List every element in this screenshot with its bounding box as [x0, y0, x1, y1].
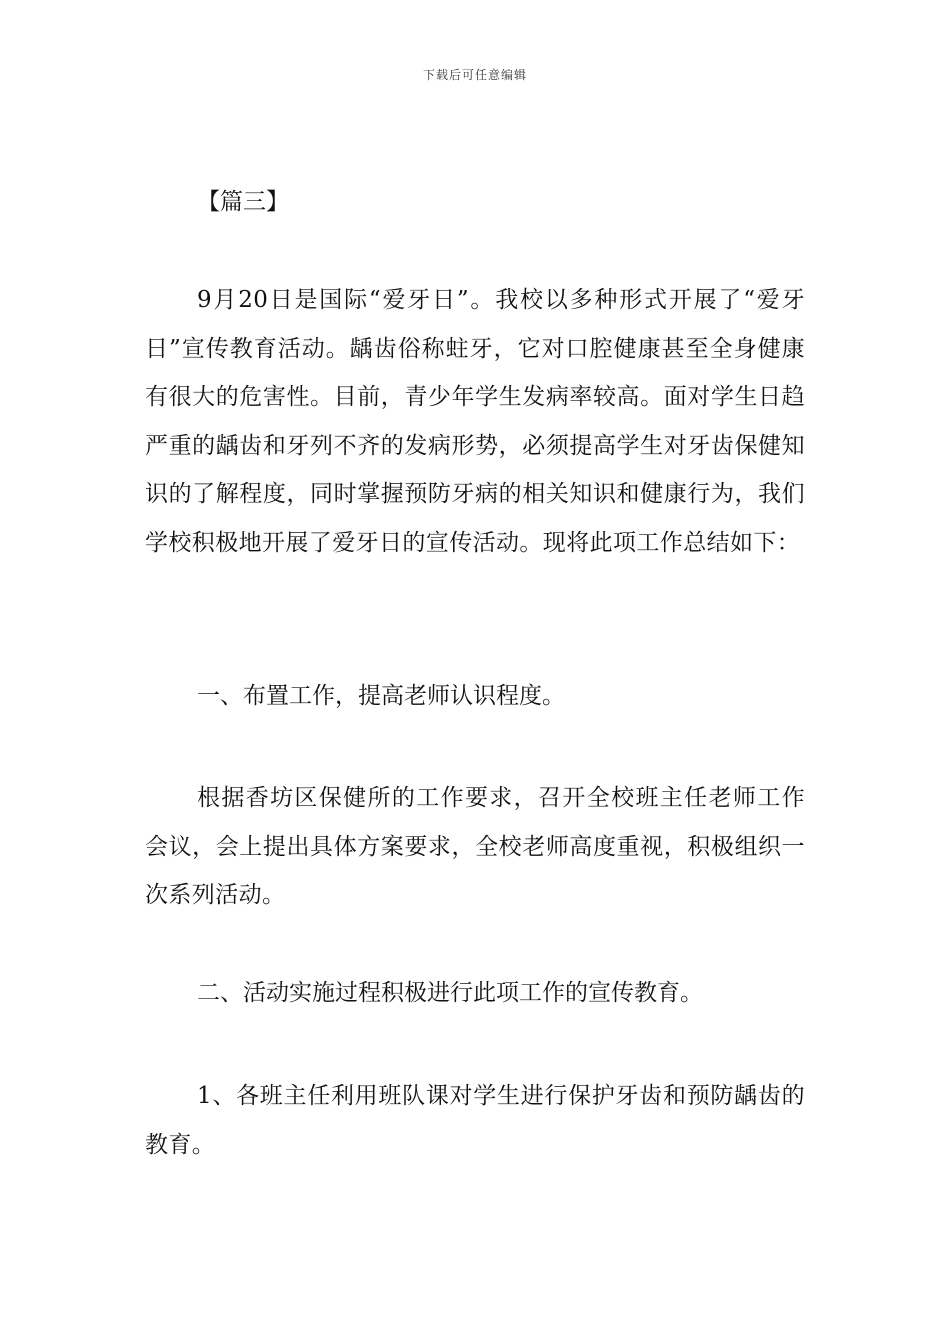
- section-title: 【篇三】: [197, 189, 289, 215]
- intro-paragraph: 9月20日是国际“爱牙日”。我校以多种形式开展了“爱牙日”宣传教育活动。龋齿俗称蛀牙，它对口腔健康甚至全身健康有很大的危害性。目前，青少年学生发病率较高。面对学生日趋严重的龋齿和牙列不齐的发病形势，必须提高学生对牙齿保健知识的了解程度，同时掌握预防牙病的相关知识和健康行为，我们学校积极地开展了爱牙日的宣传活动。现将此项工作总结如下：: [145, 287, 805, 556]
- paragraph-three: 1、各班主任利用班队课对学生进行保护牙齿和预防龋齿的教育。: [145, 1083, 805, 1158]
- paragraph-two: 根据香坊区保健所的工作要求，召开全校班主任老师工作会议，会上提出具体方案要求，全校老师高度重视，积极组织一次系列活动。: [145, 785, 805, 909]
- page-header-note: 下载后可任意编辑: [422, 68, 527, 82]
- heading-one: 一、布置工作，提高老师认识程度。: [197, 683, 565, 709]
- heading-two: 二、活动实施过程积极进行此项工作的宣传教育。: [197, 980, 703, 1006]
